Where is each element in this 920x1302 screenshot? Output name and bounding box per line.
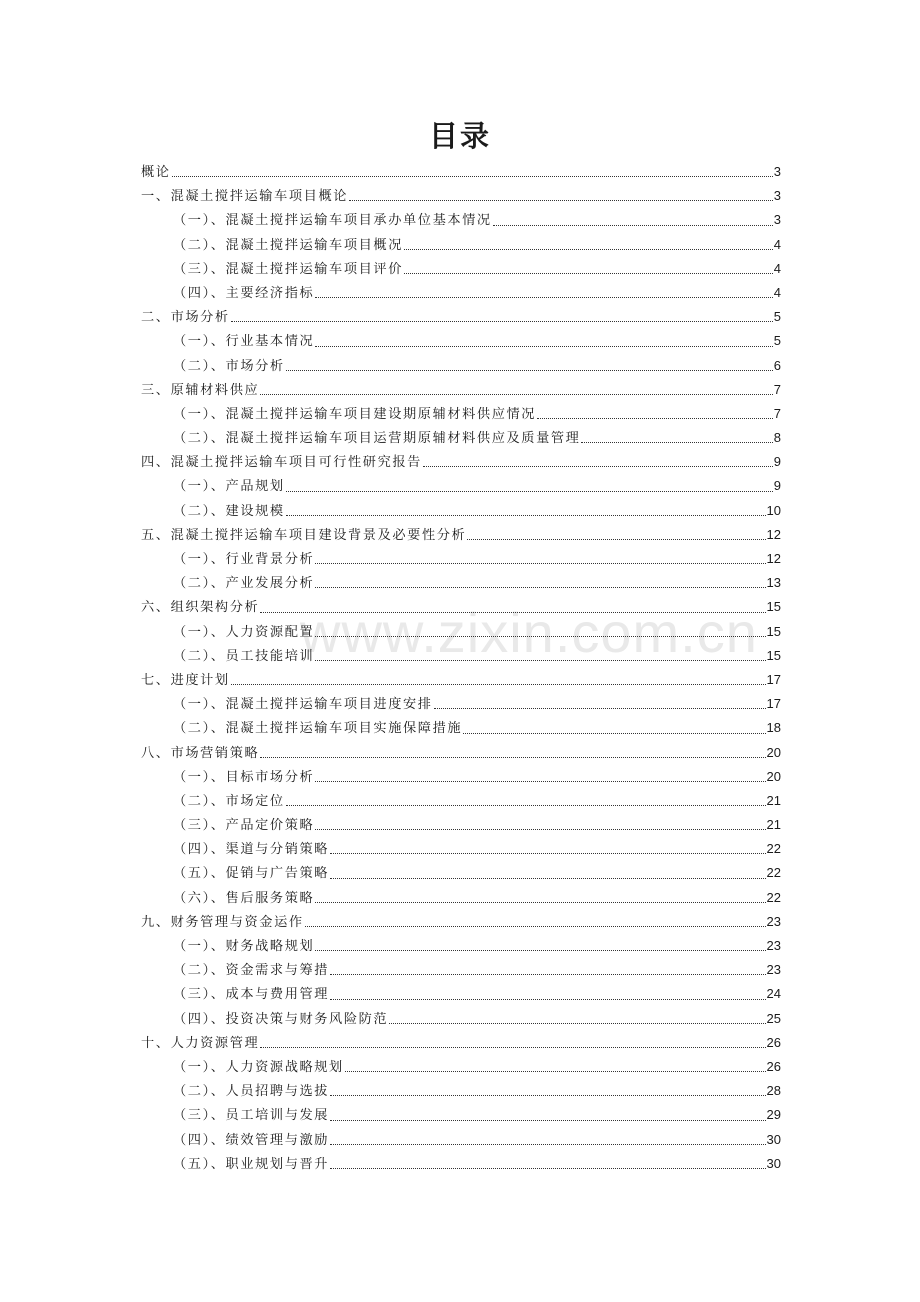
toc-entry[interactable] [141,378,781,402]
toc-entry[interactable] [141,934,781,958]
toc-entry-page-number: 12 [766,526,781,542]
toc-entry-page-number: 12 [766,551,781,566]
toc-entry-title: （一）、混凝土搅拌运输车项目进度安排 [173,697,433,713]
toc-entry-title: 十、人力资源管理 [141,1035,260,1051]
toc-entry[interactable] [141,184,781,208]
toc-entry-page-number: 21 [766,792,781,808]
watermark: www.zixin.com.cn [300,601,758,664]
toc-entry-page-number: 4 [773,284,781,300]
toc-entry-page-number: 23 [766,913,781,929]
toc-entry-page-number: 13 [766,575,781,591]
toc-entry-title: （一）、人力资源配置 [173,624,315,640]
toc-entry-title: 四、混凝土搅拌运输车项目可行性研究报告 [141,455,422,471]
toc-entry[interactable] [141,595,781,619]
toc-entry-title: （一）、行业背景分析 [173,552,315,567]
toc-entry-page-number: 9 [773,454,781,470]
toc-entry[interactable] [141,910,781,934]
toc-entry-page-number: 7 [773,381,781,397]
toc-entry[interactable] [141,789,781,813]
toc-entry-title: （四）、主要经济指标 [173,285,315,301]
toc-entry-page-number: 3 [773,164,781,179]
page-title: 目录 [428,119,491,153]
dot-leader [315,659,765,661]
toc-entry-page-number: 5 [773,333,781,349]
toc-entry[interactable] [141,208,781,232]
toc-entry-title: （一）、人力资源战略规划 [173,1059,344,1075]
toc-entry-title: （二）、混凝土搅拌运输车项目概况 [173,237,403,253]
toc-entry[interactable] [141,644,781,668]
toc-entry-page-number: 22 [766,865,781,881]
dot-leader [260,1046,765,1048]
toc-entry-page-number: 23 [766,962,781,978]
toc-entry[interactable] [141,1152,781,1176]
dot-leader [330,877,765,879]
toc-entry-title: 一、混凝土搅拌运输车项目概论 [141,189,349,205]
toc-entry-page-number: 7 [773,405,781,421]
dot-leader [581,441,772,443]
dot-leader [315,296,772,298]
dot-leader [463,732,765,734]
dot-leader [330,998,765,1000]
dot-leader [493,224,773,226]
toc-entry-page-number: 15 [766,647,781,663]
toc-entry[interactable] [141,861,781,885]
dot-leader [330,1119,765,1121]
toc-entry-page-number: 4 [773,236,781,252]
toc-entry-page-number: 29 [766,1107,781,1123]
toc-entry-title: （一）、财务战略规划 [173,939,315,954]
toc-entry-title: （五）、促销与广告策略 [173,866,330,882]
toc-entry-page-number: 26 [766,1058,781,1074]
toc-entry-page-number: 22 [766,889,781,905]
toc-entry-title: 概论 [141,165,171,180]
toc-entry[interactable] [141,257,781,281]
toc-entry-page-number: 22 [766,841,781,857]
toc-entry[interactable] [141,1103,781,1127]
toc-entry[interactable] [141,233,781,257]
toc-entry[interactable] [141,1007,781,1031]
toc-entry-title: （一）、混凝土搅拌运输车项目建设期原辅材料供应情况 [173,406,537,422]
toc-entry-title: 五、混凝土搅拌运输车项目建设背景及必要性分析 [141,527,467,543]
toc-entry-title: （四）、投资决策与财务风险防范 [173,1011,389,1027]
toc-entry-page-number: 6 [773,357,781,373]
dot-leader [467,538,765,540]
dot-leader [349,199,773,201]
dot-leader [286,514,766,516]
toc-entry-title: （一）、产品规划 [173,479,285,495]
toc-entry-page-number: 26 [766,1034,781,1050]
toc-entry-title: （二）、资金需求与筹措 [173,963,330,979]
toc-entry-page-number: 9 [773,478,781,494]
toc-entry[interactable] [141,958,781,982]
dot-leader [231,320,773,322]
toc-entry[interactable] [141,813,781,837]
toc-entry-title: 八、市场营销策略 [141,745,260,761]
dot-leader [537,417,773,419]
dot-leader [315,635,765,637]
dot-leader [260,393,772,395]
toc-entry[interactable] [141,716,781,740]
toc-entry-title: 二、市场分析 [141,310,230,326]
dot-leader [404,272,773,274]
toc-entry-title: （二）、建设规模 [173,503,285,519]
toc-entry-title: （二）、员工技能培训 [173,648,315,664]
toc-entry[interactable] [141,281,781,305]
toc-entry-title: （三）、成本与费用管理 [173,987,330,1003]
toc-entry-title: （四）、绩效管理与激励 [173,1132,330,1148]
toc-entry[interactable] [141,1128,781,1152]
dot-leader [315,345,772,347]
dot-leader [172,175,773,177]
toc-entry-page-number: 4 [773,260,781,276]
dot-leader [315,586,765,588]
toc-entry-title: （四）、渠道与分销策略 [173,842,330,858]
table-of-contents [141,160,781,1176]
dot-leader [330,1167,765,1169]
toc-entry-page-number: 21 [766,817,781,833]
dot-leader [345,1070,766,1072]
toc-entry-title: （二）、产业发展分析 [173,576,315,592]
toc-entry-title: （六）、售后服务策略 [173,890,315,906]
dot-leader [330,852,765,854]
toc-entry[interactable] [141,1055,781,1079]
dot-leader [315,780,765,782]
dot-leader [286,804,766,806]
dot-leader [260,756,765,758]
toc-entry-page-number: 20 [766,744,781,760]
toc-entry-page-number: 25 [766,1010,781,1026]
toc-entry-page-number: 17 [766,671,781,687]
toc-entry[interactable] [141,571,781,595]
toc-entry-page-number: 20 [766,768,781,784]
toc-entry-title: （二）、市场分析 [173,358,285,374]
toc-entry[interactable] [141,354,781,378]
toc-entry[interactable] [141,692,781,716]
dot-leader [286,490,773,492]
toc-entry-title: （二）、市场定位 [173,793,285,809]
toc-entry[interactable] [141,450,781,474]
toc-entry-page-number: 30 [766,1131,781,1147]
toc-entry-page-number: 28 [766,1083,781,1099]
toc-entry[interactable] [141,837,781,861]
toc-entry-page-number: 5 [773,309,781,325]
toc-entry[interactable] [141,426,781,450]
dot-leader [286,369,773,371]
dot-leader [423,465,773,467]
dot-leader [315,828,765,830]
toc-entry[interactable] [141,620,781,644]
toc-entry-title: （三）、混凝土搅拌运输车项目评价 [173,261,403,277]
dot-leader [404,248,773,250]
toc-entry-page-number: 17 [766,696,781,712]
toc-entry-title: 七、进度计划 [141,672,230,688]
toc-entry-page-number: 30 [766,1155,781,1171]
dot-leader [434,707,766,709]
toc-entry-page-number: 10 [766,502,781,518]
toc-entry[interactable] [141,765,781,789]
toc-entry[interactable] [141,1079,781,1103]
toc-entry[interactable] [141,329,781,353]
toc-entry-title: 九、财务管理与资金运作 [141,914,304,930]
toc-entry[interactable] [141,668,781,692]
toc-entry-title: （二）、混凝土搅拌运输车项目实施保障措施 [173,721,463,737]
toc-entry-page-number: 18 [766,720,781,736]
toc-entry-page-number: 15 [766,623,781,639]
toc-entry[interactable] [141,305,781,329]
toc-entry[interactable] [141,1031,781,1055]
toc-entry-title: （二）、混凝土搅拌运输车项目运营期原辅材料供应及质量管理 [173,431,581,447]
dot-leader [330,1143,765,1145]
toc-entry[interactable] [141,474,781,498]
toc-entry-page-number: 3 [773,212,781,228]
toc-entry-title: （五）、职业规划与晋升 [173,1156,330,1172]
dot-leader [315,562,765,564]
dot-leader [330,1094,765,1096]
toc-entry-title: （一）、目标市场分析 [173,769,315,785]
toc-entry-title: （二）、人员招聘与选拔 [173,1084,330,1100]
dot-leader [260,611,765,613]
toc-entry-page-number: 3 [773,188,781,204]
toc-entry[interactable] [141,741,781,765]
toc-entry[interactable] [141,523,781,547]
toc-entry[interactable] [141,499,781,523]
toc-entry-title: 六、组织架构分析 [141,600,260,616]
dot-leader [231,683,766,685]
toc-entry[interactable] [141,547,781,571]
toc-entry[interactable] [141,982,781,1006]
dot-leader [305,925,766,927]
toc-entry[interactable] [141,886,781,910]
dot-leader [330,973,765,975]
dot-leader [315,901,765,903]
toc-entry-title: （三）、员工培训与发展 [173,1108,330,1124]
toc-entry-page-number: 15 [766,599,781,615]
toc-entry[interactable] [141,160,781,184]
toc-entry-title: （一）、混凝土搅拌运输车项目承办单位基本情况 [173,213,492,229]
toc-entry[interactable] [141,402,781,426]
dot-leader [315,949,765,951]
toc-entry-title: （一）、行业基本情况 [173,334,315,350]
dot-leader [389,1022,765,1024]
toc-entry-title: 三、原辅材料供应 [141,382,260,398]
toc-entry-title: （三）、产品定价策略 [173,818,315,834]
toc-entry-page-number: 8 [773,430,781,446]
toc-entry-page-number: 23 [766,938,781,953]
toc-entry-page-number: 24 [766,986,781,1002]
